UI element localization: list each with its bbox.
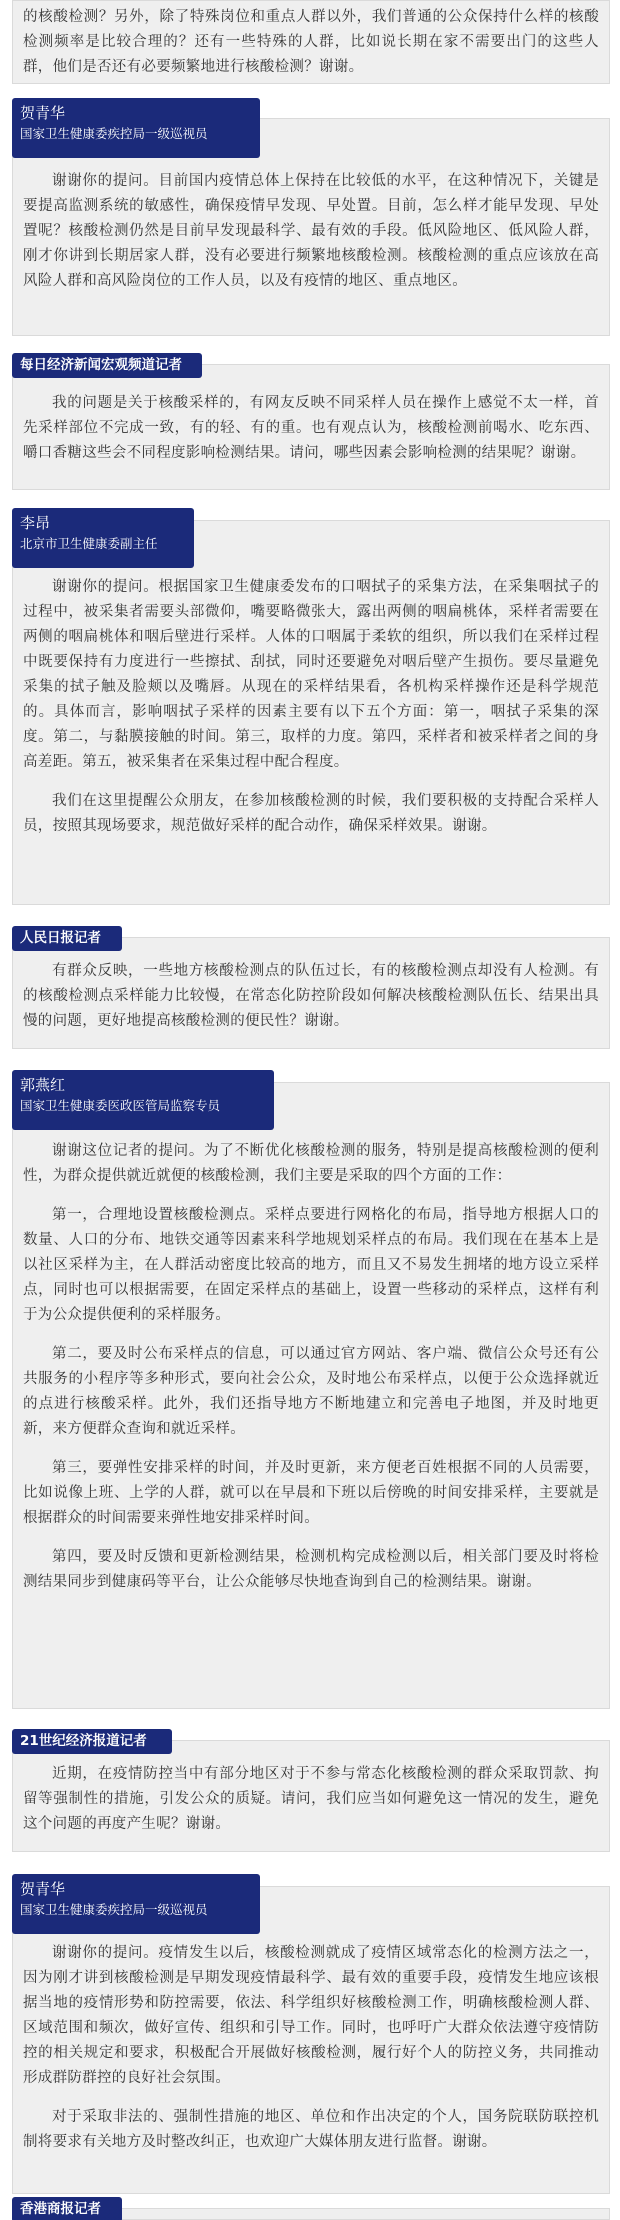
speaker-name: 贺青华 [20, 104, 66, 122]
reporter-tag: 香港商报记者 [12, 2197, 122, 2220]
answer-paragraph: 对于采取非法的、强制性措施的地区、单位和作出决定的个人，国务院联防联控机制将要求有关地方及时整改纠正，也欢迎广大媒体朋友进行监督。谢谢。 [23, 2109, 599, 2150]
answer-paragraph: 谢谢你的提问。根据国家卫生健康委发布的口咽拭子的采集方法，在采集咽拭子的过程中，被采集者需要头部微仰，嘴要略微张大，露出两侧的咽扁桃体，采样者需要在两侧的咽扁桃体和咽后壁进行采样。人体的口咽属于柔软的组织，所以我们在采样过程中既要保持有力度进行一些擦拭、刮拭，同时还要避免对咽后壁产生损伤。要尽量避免采集的拭子触及脸颊以及嘴唇。从现在的采样结果看，各机构采样操作还是科学规范的。具体而言，影响咽拭子采样的因素主要有以下五个方面：第一，咽拭子采集的深度。第二，与黏膜接触的时间。第三，取样的力度。第四，采样者和被采样者之间的身高差距。第五，被采集者在采集过程中配合程度。 [23, 579, 599, 770]
answer-paragraph: 第一，合理地设置核酸检测点。采样点要进行网格化的布局，指导地方根据人口的数量、人口的分布、地铁交通等因素来科学地规划采样点的布局。我们现在在基本上是以社区采样为主，在人群活动密度比较高的地方，而且又不易发生拥堵的地方设立采样点，同时也可以根据需要，在固定采样点的基础上，设置一些移动的采样点，这样有利于为公众提供便利的采样服务。 [23, 1207, 599, 1323]
reporter-tag: 人民日报记者 [12, 926, 122, 951]
speaker-name: 贺青华 [20, 1880, 66, 1898]
question-box [12, 364, 610, 490]
answer-paragraph: 谢谢这位记者的提问。为了不断优化核酸检测的服务，特别是提高核酸检测的便利性，为群众提供就近就便的核酸检测，我们主要是采取的四个方面的工作： [23, 1143, 599, 1184]
answer-box [12, 1082, 610, 1709]
answer-paragraph: 第四，要及时反馈和更新检测结果，检测机构完成检测以后，相关部门要及时将检测结果同步到健康码等平台，让公众能够尽快地查询到自己的检测结果。谢谢。 [23, 1549, 599, 1590]
speaker-badge [12, 98, 260, 158]
answer-paragraph: 第三，要弹性安排采样的时间，并及时更新，来方便老百姓根据不同的人员需要，比如说像上班、上学的人群，就可以在早晨和下班以后傍晚的时间安排采样，主要就是根据群众的时间需要来弹性地安排采样时间。 [23, 1460, 599, 1526]
question-box [12, 1740, 610, 1852]
speaker-badge [12, 1070, 274, 1130]
speaker-badge [12, 1874, 260, 1934]
speaker-title: 北京市卫生健康委副主任 [20, 536, 158, 551]
speaker-title: 国家卫生健康委医政医管局监察专员 [20, 1098, 221, 1113]
question-box [12, 937, 610, 1049]
answer-paragraph: 我们在这里提醒公众朋友，在参加核酸检测的时候，我们要积极的支持配合采样人员，按照其现场要求，规范做好采样的配合动作，确保采样效果。谢谢。 [23, 793, 599, 834]
answer-paragraph: 的核酸检测？另外，除了特殊岗位和重点人群以外，我们普通的公众保持什么样的核酸检测频率是比较合理的？还有一些特殊的人群，比如说长期在家不需要出门的这些人群，他们是否还有必要频繁地进行核酸检测？谢谢。 [23, 9, 599, 75]
reporter-tag: 每日经济新闻宏观频道记者 [12, 353, 202, 378]
answer-box-intro [12, 0, 610, 84]
answer-paragraph: 谢谢你的提问。目前国内疫情总体上保持在比较低的水平，在这种情况下，关键是要提高监测系统的敏感性，确保疫情早发现、早处置。目前，怎么样才能早发现、早处置呢？核酸检测仍然是目前早发现最科学、最有效的手段。低风险地区、低风险人群，刚才你讲到长期居家人群，没有必要进行频繁地核酸检测。核酸检测的重点应该放在高风险人群和高风险岗位的工作人员，以及有疫情的地区、重点地区。 [23, 173, 599, 289]
question-paragraph: 近期，在疫情防控当中有部分地区对于不参与常态化核酸检测的群众采取罚款、拘留等强制性的措施，引发公众的质疑。请问，我们应当如何避免这一情况的发生，避免这个问题的再度产生呢？谢谢。 [23, 1766, 599, 1832]
reporter-tag: 21世纪经济报道记者 [12, 1729, 172, 1754]
question-paragraph: 我的问题是关于核酸采样的，有网友反映不同采样人员在操作上感觉不太一样，首先采样部位不完成一致，有的轻、有的重。也有观点认为，核酸检测前喝水、吃东西、嚼口香糖这些会不同程度影响检测结果。请问，哪些因素会影响检测的结果呢？谢谢。 [23, 395, 599, 461]
speaker-name: 李昂 [20, 514, 51, 532]
answer-paragraph: 谢谢你的提问。疫情发生以后，核酸检测就成了疫情区域常态化的检测方法之一，因为刚才讲到核酸检测是早期发现疫情最科学、最有效的重要手段，疫情发生地应该根据当地的疫情形势和防控需要，依法、科学组织好核酸检测工作，明确核酸检测人群、区域范围和频次，做好宣传、组织和引导工作。同时，也呼吁广大群众依法遵守疫情防控的相关规定和要求，积极配合开展做好核酸检测，履行好个人的防控义务，共同推动形成群防群控的良好社会氛围。 [23, 1945, 599, 2086]
answer-box [12, 520, 610, 905]
answer-paragraph: 第二，要及时公布采样点的信息，可以通过官方网站、客户端、微信公众号还有公共服务的小程序等多种形式，要向社会公众，及时地公布采样点，以便于公众选择就近的点进行核酸采样。此外，我们还指导地方不断地建立和完善电子地图，并及时地更新，来方便群众查询和就近采样。 [23, 1346, 599, 1437]
speaker-title: 国家卫生健康委疾控局一级巡视员 [20, 1902, 208, 1917]
speaker-badge [12, 508, 194, 568]
speaker-name: 郭燕红 [20, 1076, 66, 1094]
speaker-title: 国家卫生健康委疾控局一级巡视员 [20, 126, 208, 141]
question-paragraph: 有群众反映，一些地方核酸检测点的队伍过长，有的核酸检测点却没有人检测。有的核酸检测点采样能力比较慢，在常态化防控阶段如何解决核酸检测队伍长、结果出具慢的问题，更好地提高核酸检测的便民性？谢谢。 [23, 963, 599, 1029]
